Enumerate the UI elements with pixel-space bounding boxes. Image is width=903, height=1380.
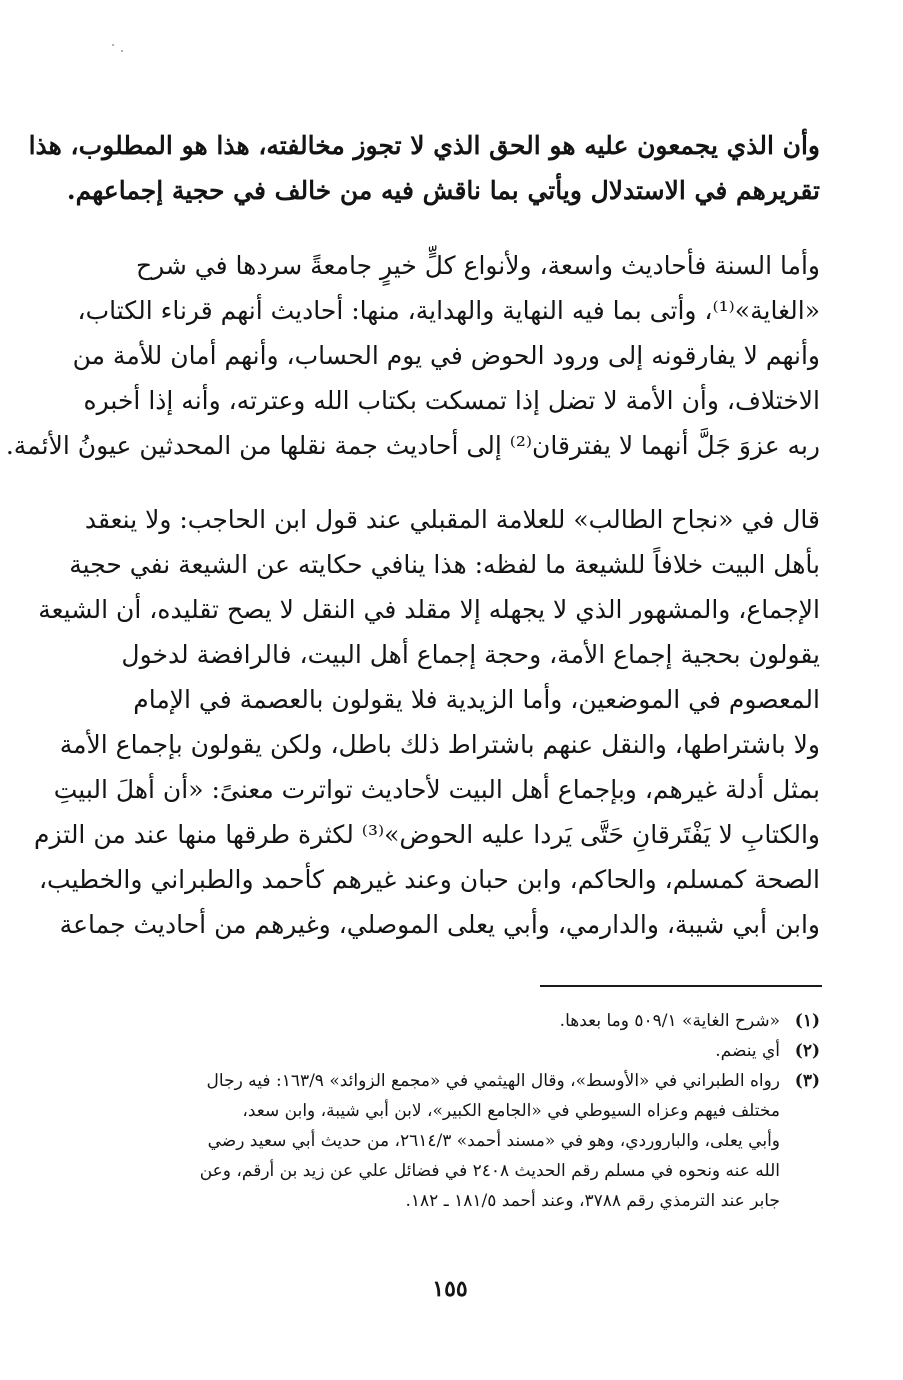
footnote-text (108, 1006, 780, 1036)
footnote-line: وأبي يعلى، والباروردي، وهو في «مسند أحمد» ٢٦١٤/٣، من حديث أبي سعيد رضي (207, 1131, 780, 1151)
footnote-text (108, 1066, 780, 1216)
footnote-line: أي ينضم. (715, 1041, 780, 1061)
text-line: الصحة كمسلم، والحاكم، وابن حبان وعند غيرهم كأحمد والطبراني والخطيب، (38, 865, 820, 894)
footnote-number: (١) (794, 1011, 820, 1031)
text-line: بأهل البيت خلافاً للشيعة ما لفظه: هذا ينافي حكايته عن الشيعة نفي حجية (69, 550, 820, 579)
footnote-line: الله عنه ونحوه في مسلم رقم الحديث ٢٤٠٨ في فضائل علي عن زيد بن أرقم، وعن (199, 1161, 780, 1181)
text-line: قال في «نجاح الطالب» للعلامة المقبلي عند قول ابن الحاجب: ولا ينعقد (84, 505, 820, 534)
paragraph-3 (34, 497, 820, 947)
text-line: الإجماع، والمشهور الذي لا يجهله إلا مقلد في النقل لا يصح تقليده، أن الشيعة (38, 595, 820, 624)
text-line: والكتابِ لا يَفْتَرقانِ حَتَّى يَردا عليه الحوض»⁽³⁾ لكثرة طرقها منها عند من التزم (34, 820, 820, 849)
text-line: وأما السنة فأحاديث واسعة، ولأنواع كلٍّ خيرٍ جامعةً سردها في شرح (135, 251, 820, 280)
paragraph-1 (28, 123, 820, 213)
footnote-3 (108, 1066, 820, 1216)
text-line: وأن الذي يجمعون عليه هو الحق الذي لا تجوز مخالفته، هذا هو المطلوب، هذا (28, 131, 820, 160)
footnotes (108, 1006, 820, 1216)
text-line: تقريرهم في الاستدلال ويأتي بما ناقش فيه من خالف في حجية إجماعهم. (66, 176, 820, 205)
footnote-1 (108, 1006, 820, 1036)
text-line: الاختلاف، وأن الأمة لا تضل إذا تمسكت بكتاب الله وعترته، وأنه إذا أخبره (83, 386, 820, 415)
footnote-2 (108, 1036, 820, 1066)
scan-speck (112, 44, 114, 46)
page-number: ١٥٥ (432, 1276, 468, 1302)
text-line: يقولون بحجية إجماع الأمة، وحجة إجماع أهل البيت، فالرافضة لدخول (121, 640, 820, 669)
footnote-line: مختلف فيهم وعزاه السيوطي في «الجامع الكبير»، لابن أبي شيبة، وابن سعد، (242, 1101, 780, 1121)
footnote-number: (٢) (794, 1041, 820, 1061)
footnote-divider (540, 985, 822, 987)
scan-speck (121, 50, 123, 52)
text-line: ربه عزوَ جَلَّ أنهما لا يفترقان⁽²⁾ إلى أحاديث جمة نقلها من المحدثين عيونُ الأئمة. (5, 431, 820, 460)
footnote-number: (٣) (794, 1071, 820, 1091)
text-line: وابن أبي شيبة، والدارمي، وأبي يعلى الموصلي، وغيرهم من أحاديث جماعة (59, 910, 820, 939)
paragraph-2 (5, 243, 820, 468)
footnote-line: جابر عند الترمذي رقم ٣٧٨٨، وعند أحمد ١٨١/٥ ـ ١٨٢. (405, 1191, 780, 1211)
footnote-line: «شرح الغاية» ٥٠٩/١ وما بعدها. (559, 1011, 780, 1031)
text-line: «الغاية»⁽¹⁾، وأتى بما فيه النهاية والهداية، منها: أحاديث أنهم قرناء الكتاب، (77, 296, 820, 325)
text-line: وأنهم لا يفارقونه إلى ورود الحوض في يوم الحساب، وأنهم أمان للأمة من (72, 341, 820, 370)
footnote-text (108, 1036, 780, 1066)
text-line: المعصوم في الموضعين، وأما الزيدية فلا يقولون بالعصمة في الإمام (133, 685, 820, 714)
footnote-line: رواه الطبراني في «الأوسط»، وقال الهيثمي في «مجمع الزوائد» ١٦٣/٩: فيه رجال (206, 1071, 780, 1091)
text-line: بمثل أدلة غيرهم، وبإجماع أهل البيت لأحاديث تواترت معنىً: «أن أهلَ البيتِ (53, 775, 820, 804)
text-line: ولا باشتراطها، والنقل عنهم باشتراط ذلك باطل، ولكن يقولون بإجماع الأمة (59, 730, 820, 759)
